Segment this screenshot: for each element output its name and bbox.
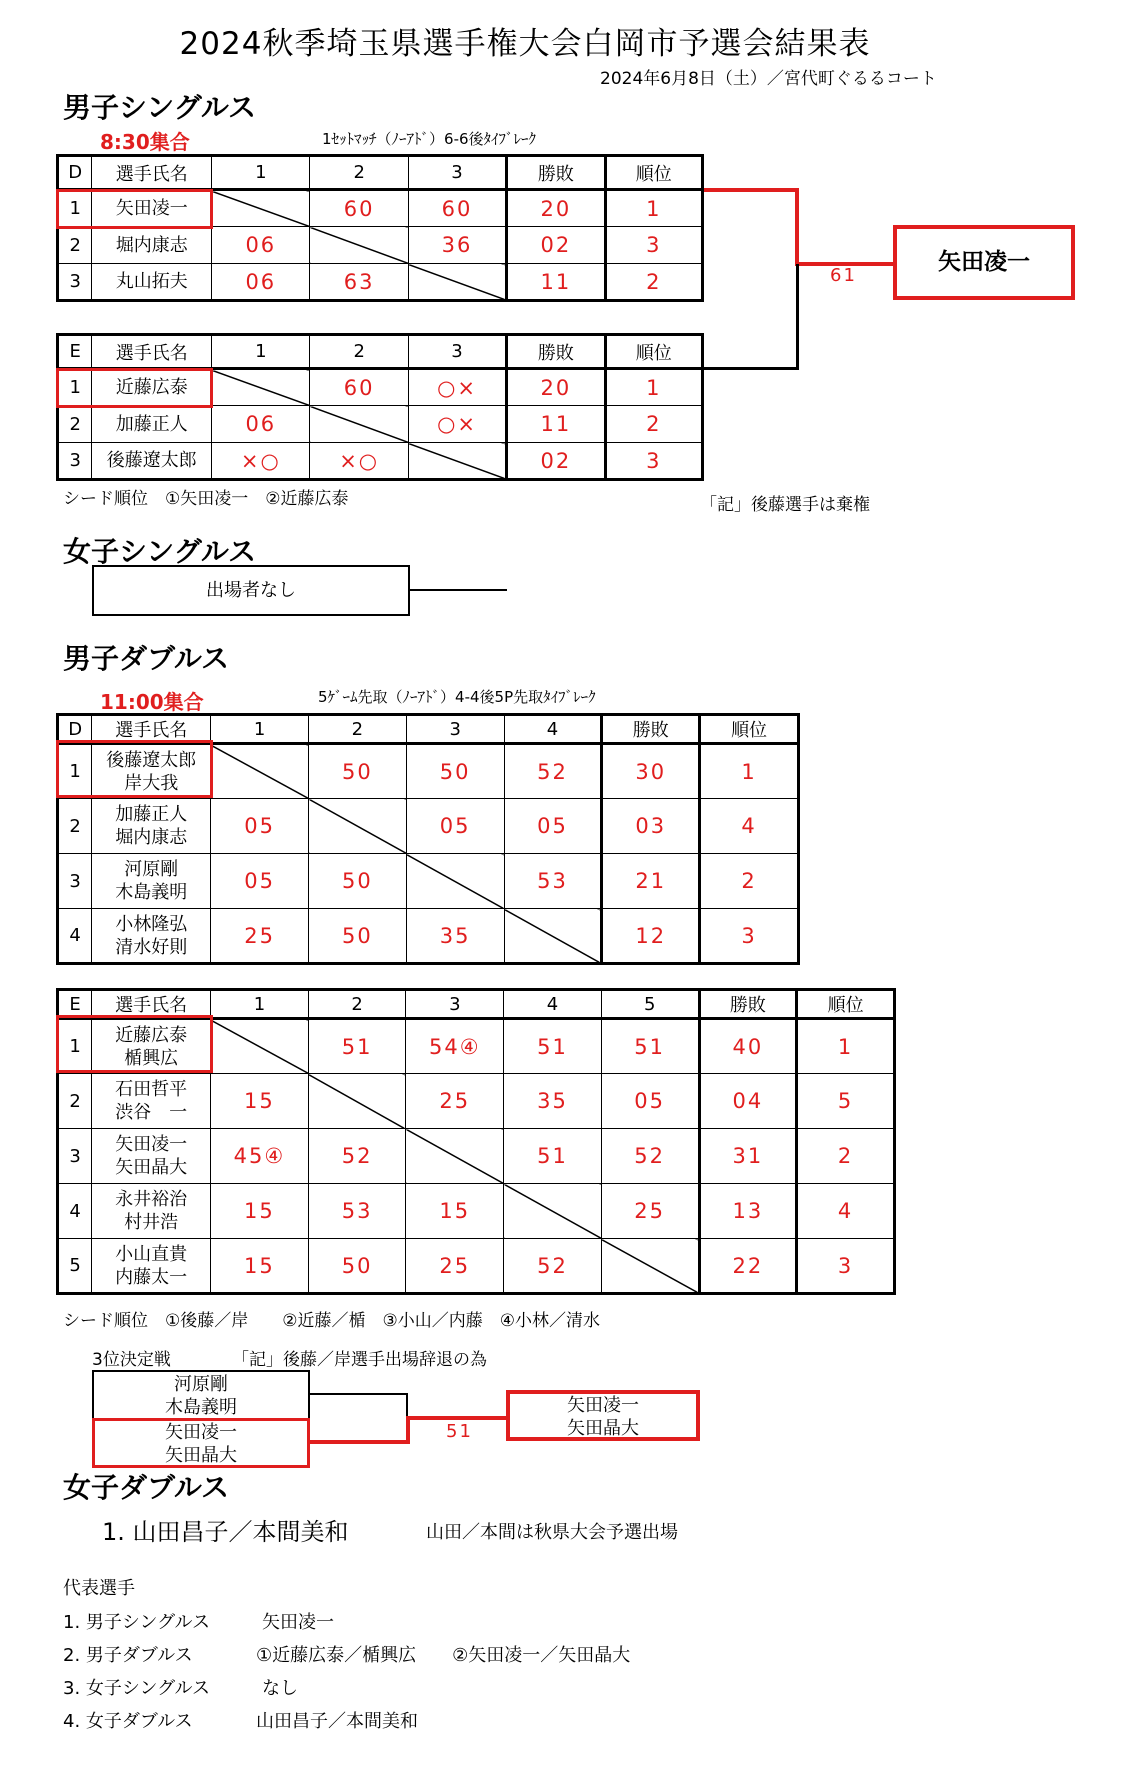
header-cell: 勝敗 <box>602 715 700 744</box>
header-cell: 選手氏名 <box>92 335 212 369</box>
win-loss-cell: 31 <box>699 1129 797 1184</box>
player-name: 内藤太一 <box>115 1266 188 1288</box>
representative-value: ①近藤広泰／楯興広 ②矢田凌一／矢田晶大 <box>256 1645 631 1666</box>
player-name: 矢田凌一 <box>115 1134 188 1155</box>
score-cell: 25 <box>406 1239 504 1294</box>
womens-doubles-heading: 女子ダブルス <box>63 1471 230 1504</box>
player-name: 村井浩 <box>124 1212 179 1233</box>
player-number: 2 <box>58 227 92 264</box>
rank-cell: 3 <box>605 227 702 264</box>
score-cell <box>212 369 310 406</box>
score-cell <box>504 1184 602 1239</box>
score-cell <box>504 909 602 964</box>
table-row <box>58 227 703 264</box>
score-cell <box>308 1074 406 1129</box>
player-name: 加藤正人 <box>92 406 212 443</box>
header-cell: 順位 <box>797 990 895 1019</box>
player-name: 永井裕治 <box>115 1189 188 1210</box>
mens-doubles-assembly-time: 11:00集合 <box>100 690 204 714</box>
score-cell: 50 <box>406 744 504 799</box>
player-number: 3 <box>58 443 92 480</box>
score-cell: 15 <box>211 1184 309 1239</box>
bracket-line-d-winner <box>704 188 799 192</box>
score-cell <box>310 406 408 443</box>
score-cell: ×○ <box>212 443 310 480</box>
table-row <box>58 1184 895 1239</box>
header-cell: 4 <box>504 990 602 1019</box>
score-cell: 51 <box>504 1129 602 1184</box>
table-row <box>58 1239 895 1294</box>
player-name: 清水好則 <box>115 936 188 958</box>
table-row <box>58 1074 895 1129</box>
win-loss-cell: 04 <box>699 1074 797 1129</box>
womens-singles-entry-box: 出場者なし <box>92 565 410 616</box>
score-cell: 05 <box>504 799 602 854</box>
header-cell: 2 <box>310 156 408 190</box>
score-cell: 25 <box>601 1184 699 1239</box>
score-cell: 15 <box>406 1184 504 1239</box>
table-row <box>58 406 703 443</box>
third-place-team-2 <box>92 1418 310 1468</box>
score-cell: 25 <box>211 909 309 964</box>
header-cell: 1 <box>211 715 309 744</box>
page-title: 2024秋季埼玉県選手権大会白岡市予選会結果表 <box>179 26 871 62</box>
score-cell: 06 <box>212 227 310 264</box>
player-number: 1 <box>58 369 92 406</box>
win-loss-cell: 30 <box>602 744 700 799</box>
score-cell: 51 <box>504 1019 602 1074</box>
win-loss-cell: 02 <box>507 227 605 264</box>
score-cell: 45④ <box>211 1129 309 1184</box>
final-score: 61 <box>830 265 857 286</box>
bracket-line-e-vertical <box>796 264 799 370</box>
score-cell: 50 <box>309 909 407 964</box>
score-cell: 60 <box>408 190 506 227</box>
score-cell: 05 <box>211 799 309 854</box>
score-cell: 52 <box>601 1129 699 1184</box>
third-place-team-1 <box>92 1370 310 1420</box>
header-cell: 1 <box>211 990 309 1019</box>
table-row <box>58 799 799 854</box>
player-name: 堀内康志 <box>115 827 188 848</box>
third-bracket-line-top <box>310 1393 408 1395</box>
rank-cell: 2 <box>605 406 702 443</box>
mens-singles-assembly-time: 8:30集合 <box>100 130 190 154</box>
header-cell: 5 <box>601 990 699 1019</box>
representative-value: なし <box>262 1678 298 1699</box>
representative-label: 3. 女子シングルス <box>63 1678 211 1699</box>
score-cell <box>408 443 506 480</box>
third-bracket-line-vertical <box>406 1393 408 1418</box>
bracket-line-d-vertical <box>795 188 799 266</box>
score-cell <box>406 854 504 909</box>
win-loss-cell: 40 <box>699 1019 797 1074</box>
header-cell: 選手氏名 <box>92 715 211 744</box>
win-loss-cell: 11 <box>507 406 605 443</box>
score-cell: 53 <box>308 1184 406 1239</box>
score-cell <box>601 1239 699 1294</box>
group-d-winner-highlight <box>56 189 213 229</box>
header-cell: 3 <box>406 715 504 744</box>
header-cell: 選手氏名 <box>92 990 211 1019</box>
table-row <box>58 909 799 964</box>
team-names <box>92 799 211 854</box>
header-cell: 順位 <box>700 715 799 744</box>
win-loss-cell: 02 <box>507 443 605 480</box>
header-cell: 3 <box>408 335 506 369</box>
mens-doubles-seed-note: シード順位 ①後藤／岸 ②近藤／楯 ③小山／内藤 ④小林／清水 <box>63 1311 600 1331</box>
mens-doubles-heading: 男子ダブルス <box>63 642 230 675</box>
third-place-winner-box <box>506 1390 700 1441</box>
table-row <box>58 264 703 301</box>
score-cell <box>408 264 506 301</box>
group-label: D <box>58 156 92 190</box>
mens-singles-remark: 「記」後藤選手は棄権 <box>700 495 870 515</box>
header-cell: 順位 <box>605 156 702 190</box>
header-cell: 勝敗 <box>699 990 797 1019</box>
team-number: 4 <box>58 909 92 964</box>
player-name: 小林隆弘 <box>115 913 188 935</box>
score-cell: ○× <box>408 369 506 406</box>
header-cell: 1 <box>212 335 310 369</box>
score-cell: 06 <box>212 406 310 443</box>
group-e-winner-highlight <box>56 1015 213 1073</box>
win-loss-cell: 11 <box>507 264 605 301</box>
womens-doubles-result: 1. 山田昌子／本間美和 <box>102 1518 349 1546</box>
header-cell: 4 <box>504 715 602 744</box>
player-name: 矢田晶大 <box>567 1418 639 1439</box>
player-name: 堀内康志 <box>92 227 212 264</box>
score-cell: 06 <box>212 264 310 301</box>
representatives-heading: 代表選手 <box>63 1578 135 1599</box>
mens-singles-champion-box: 矢田凌一 <box>893 225 1075 300</box>
win-loss-cell: 13 <box>699 1184 797 1239</box>
group-d-winner-highlight <box>56 740 213 798</box>
score-cell <box>310 227 408 264</box>
rank-cell: 3 <box>605 443 702 480</box>
score-cell: 36 <box>408 227 506 264</box>
score-cell: 52 <box>308 1129 406 1184</box>
header-cell: 2 <box>310 335 408 369</box>
mens-doubles-rule: 5ｹﾞｰﾑ先取（ﾉｰｱﾄﾞ）4-4後5P先取ﾀｲﾌﾞﾚｰｸ <box>318 688 596 706</box>
table-header-row <box>58 335 703 369</box>
score-cell: 50 <box>309 854 407 909</box>
bracket-line-e-winner <box>704 367 799 370</box>
score-cell <box>406 1129 504 1184</box>
score-cell: 54④ <box>406 1019 504 1074</box>
mens-singles-seed-note: シード順位 ①矢田凌一 ②近藤広泰 <box>63 489 349 509</box>
player-number: 2 <box>58 406 92 443</box>
group-label: E <box>58 990 92 1019</box>
player-name: 矢田凌一 <box>567 1395 639 1416</box>
third-bracket-line-winner-vertical <box>406 1416 410 1444</box>
score-cell: 51 <box>308 1019 406 1074</box>
group-label: E <box>58 335 92 369</box>
score-cell: 25 <box>406 1074 504 1129</box>
group-label: D <box>58 715 92 744</box>
team-names <box>92 1129 211 1184</box>
player-name: 渋谷 一 <box>115 1102 188 1123</box>
win-loss-cell: 03 <box>602 799 700 854</box>
rank-cell: 4 <box>797 1184 895 1239</box>
score-cell: 52 <box>504 744 602 799</box>
player-name: 河原剛 <box>174 1374 228 1395</box>
womens-singles-bracket-line <box>410 589 507 591</box>
score-cell: 15 <box>211 1239 309 1294</box>
score-cell: 63 <box>310 264 408 301</box>
team-number: 1 <box>58 1019 92 1074</box>
table-row <box>58 1129 895 1184</box>
header-cell: 選手氏名 <box>92 156 212 190</box>
header-cell: 2 <box>308 990 406 1019</box>
representative-label: 1. 男子シングルス <box>63 1612 211 1633</box>
table-header-row <box>58 156 703 190</box>
rank-cell: 2 <box>605 264 702 301</box>
rank-cell: 4 <box>700 799 799 854</box>
representative-value: 矢田凌一 <box>262 1612 334 1633</box>
score-cell <box>212 190 310 227</box>
rank-cell: 3 <box>797 1239 895 1294</box>
score-cell <box>211 744 309 799</box>
player-name: 楯興広 <box>124 1047 179 1069</box>
rank-cell: 1 <box>605 190 702 227</box>
mens-singles-rule: 1ｾｯﾄﾏｯﾁ（ﾉｰｱﾄﾞ）6-6後ﾀｲﾌﾞﾚｰｸ <box>322 130 537 148</box>
team-names <box>92 909 211 964</box>
score-cell: 52 <box>504 1239 602 1294</box>
score-cell: 35 <box>406 909 504 964</box>
score-cell: 51 <box>601 1019 699 1074</box>
score-cell: 05 <box>211 854 309 909</box>
score-cell: 50 <box>309 744 407 799</box>
player-name: 矢田晶大 <box>165 1445 237 1466</box>
header-cell: 順位 <box>605 335 702 369</box>
win-loss-cell: 21 <box>602 854 700 909</box>
player-name: 近藤広泰 <box>115 1024 188 1046</box>
rank-cell: 2 <box>700 854 799 909</box>
third-bracket-line-winner <box>310 1440 408 1444</box>
score-cell: ×○ <box>310 443 408 480</box>
win-loss-cell: 12 <box>602 909 700 964</box>
score-cell <box>211 1019 309 1074</box>
score-cell: ○× <box>408 406 506 443</box>
win-loss-cell: 20 <box>507 190 605 227</box>
mens-singles-heading: 男子シングルス <box>63 91 257 124</box>
player-name: 矢田晶大 <box>115 1157 188 1178</box>
team-number: 1 <box>58 744 92 799</box>
header-cell: 勝敗 <box>507 156 605 190</box>
player-number: 1 <box>58 190 92 227</box>
team-names <box>92 854 211 909</box>
player-name: 小山直貴 <box>115 1243 188 1265</box>
score-cell: 15 <box>211 1074 309 1129</box>
rank-cell: 3 <box>700 909 799 964</box>
team-names <box>92 1074 211 1129</box>
player-name: 丸山拓夫 <box>92 264 212 301</box>
header-cell: 2 <box>309 715 407 744</box>
team-number: 3 <box>58 854 92 909</box>
third-place-remark: 「記」後藤／岸選手出場辞退の為 <box>232 1350 487 1370</box>
score-cell: 53 <box>504 854 602 909</box>
womens-singles-heading: 女子シングルス <box>63 535 257 568</box>
group-e-winner-highlight <box>56 368 213 408</box>
team-number: 4 <box>58 1184 92 1239</box>
player-name: 矢田凌一 <box>92 190 212 227</box>
third-bracket-line-to-winner <box>406 1416 508 1420</box>
win-loss-cell: 22 <box>699 1239 797 1294</box>
representative-value: 山田昌子／本間美和 <box>256 1711 418 1732</box>
third-place-label: 3位決定戦 <box>92 1350 171 1370</box>
header-cell: 1 <box>212 156 310 190</box>
score-cell: 05 <box>601 1074 699 1129</box>
header-cell: 3 <box>406 990 504 1019</box>
player-number: 3 <box>58 264 92 301</box>
team-number: 5 <box>58 1239 92 1294</box>
player-name: 近藤広泰 <box>92 369 212 406</box>
win-loss-cell: 20 <box>507 369 605 406</box>
event-date-venue: 2024年6月8日（土）／宮代町ぐるるコート <box>600 69 937 89</box>
score-cell <box>309 799 407 854</box>
player-name: 矢田凌一 <box>165 1422 237 1443</box>
score-cell: 35 <box>504 1074 602 1129</box>
rank-cell: 2 <box>797 1129 895 1184</box>
representative-label: 4. 女子ダブルス <box>63 1711 193 1732</box>
header-cell: 3 <box>408 156 506 190</box>
rank-cell: 1 <box>700 744 799 799</box>
player-name: 河原剛 <box>124 859 179 880</box>
player-name: 加藤正人 <box>115 804 188 825</box>
womens-doubles-note: 山田／本間は秋県大会予選出場 <box>426 1522 678 1543</box>
player-name: 後藤遼太郎 <box>92 443 212 480</box>
player-name: 後藤遼太郎 <box>106 749 197 771</box>
third-place-score: 51 <box>446 1421 473 1442</box>
player-name: 石田哲平 <box>115 1079 188 1100</box>
score-cell: 50 <box>308 1239 406 1294</box>
team-number: 2 <box>58 1074 92 1129</box>
table-row <box>58 443 703 480</box>
team-number: 3 <box>58 1129 92 1184</box>
table-row <box>58 854 799 909</box>
team-number: 2 <box>58 799 92 854</box>
team-names <box>92 1184 211 1239</box>
score-cell: 60 <box>310 369 408 406</box>
score-cell: 05 <box>406 799 504 854</box>
rank-cell: 1 <box>797 1019 895 1074</box>
representative-label: 2. 男子ダブルス <box>63 1645 193 1666</box>
player-name: 木島義明 <box>165 1397 237 1418</box>
score-cell: 60 <box>310 190 408 227</box>
player-name: 岸大我 <box>124 772 179 794</box>
rank-cell: 5 <box>797 1074 895 1129</box>
player-name: 木島義明 <box>115 882 188 903</box>
team-names <box>92 1239 211 1294</box>
rank-cell: 1 <box>605 369 702 406</box>
header-cell: 勝敗 <box>507 335 605 369</box>
